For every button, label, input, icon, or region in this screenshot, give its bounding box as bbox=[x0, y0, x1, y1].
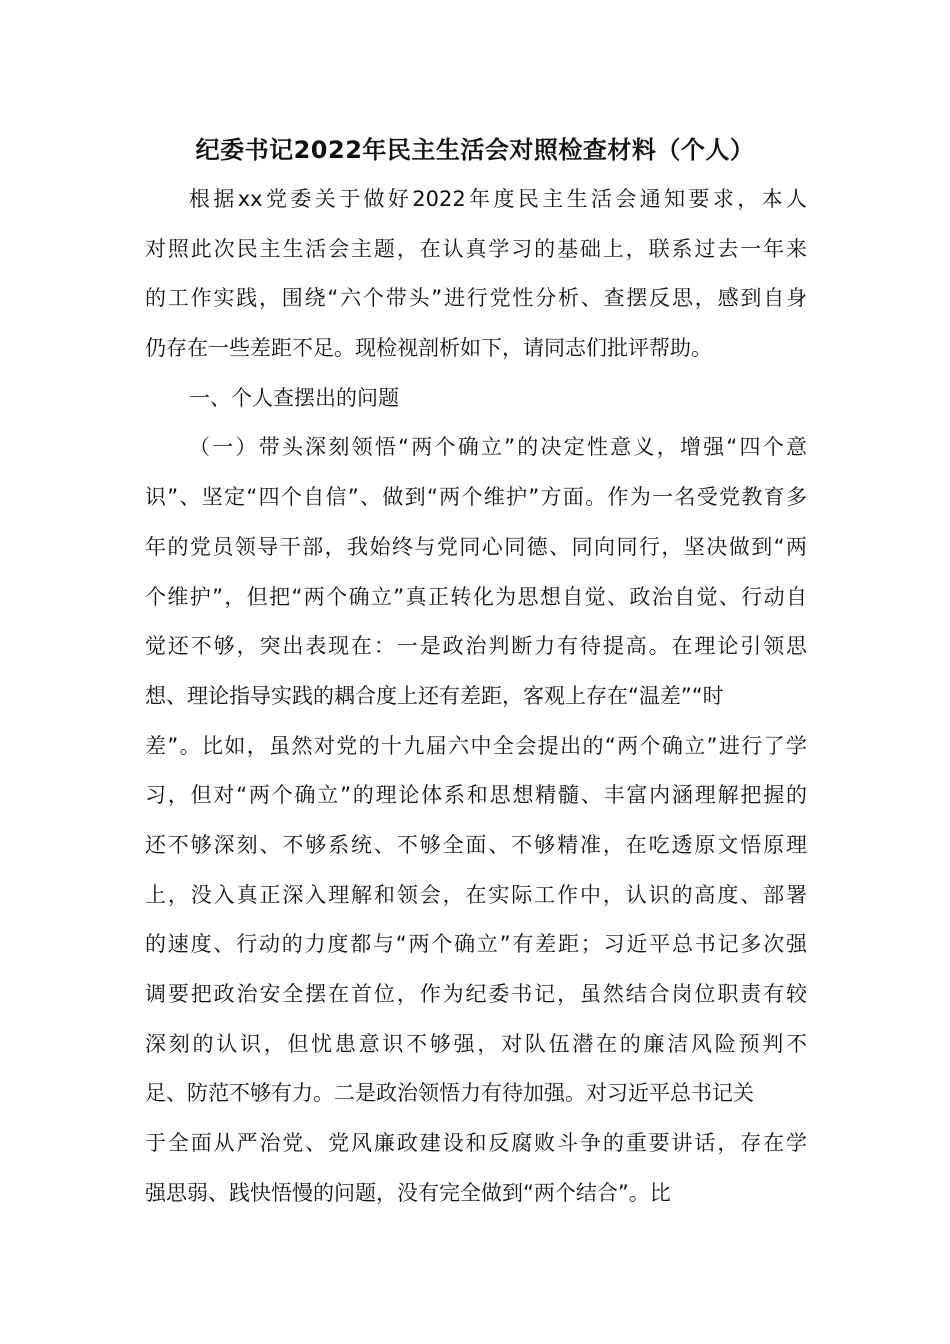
paragraph-line: 觉还不够，突出表现在：一是政治判断力有待提高。在理论引领思 bbox=[145, 634, 807, 659]
document-title: 纪委书记2022年民主生活会对照检查材料（个人） bbox=[195, 136, 755, 164]
paragraph-line: 的速度、行动的力度都与“两个确立”有差距；习近平总书记多次强 bbox=[145, 932, 807, 957]
paragraph-line: 还不够深刻、不够系统、不够全面、不够精准，在吃透原文悟原理 bbox=[145, 832, 807, 857]
paragraph-line: 习，但对“两个确立”的理论体系和思想精髓、丰富内涵理解把握的 bbox=[145, 783, 807, 808]
paragraph-line: 个维护”，但把“两个确立”真正转化为思想自觉、政治自觉、行动自 bbox=[145, 584, 807, 609]
paragraph-line: 想、理论指导实践的耦合度上还有差距，客观上存在“温差”“时 bbox=[145, 683, 724, 708]
paragraph-line: 于全面从严治党、党风廉政建设和反腐败斗争的重要讲话，存在学 bbox=[145, 1131, 807, 1156]
paragraph-line: 根据xx党委关于做好2022年度民主生活会通知要求，本人 bbox=[189, 187, 807, 211]
paragraph-line: 调要把政治安全摆在首位，作为纪委书记，虽然结合岗位职责有较 bbox=[145, 982, 807, 1006]
paragraph-line: 差”。比如，虽然对党的十九届六中全会提出的“两个确立”进行了学 bbox=[145, 733, 807, 758]
paragraph-line: 仍存在一些差距不足。现检视剖析如下，请同志们批评帮助。 bbox=[145, 336, 712, 361]
paragraph-line: 足、防范不够有力。二是政治领悟力有待加强。对习近平总书记关 bbox=[145, 1081, 754, 1106]
document-body bbox=[145, 184, 807, 1227]
paragraph-line: 对照此次民主生活会主题，在认真学习的基础上，联系过去一年来 bbox=[145, 236, 807, 261]
paragraph-line: 强思弱、践快悟慢的问题，没有完全做到“两个结合”。比 bbox=[145, 1180, 671, 1205]
paragraph-line: 年的党员领导干部，我始终与党同心同德、同向同行，坚决做到“两 bbox=[145, 534, 807, 559]
paragraph-line: （一）带头深刻领悟“两个确立”的决定性意义，增强“四个意 bbox=[189, 435, 807, 460]
paragraph-line: 的工作实践，围绕“六个带头”进行党性分析、查摆反思，感到自身 bbox=[145, 286, 807, 311]
paragraph-line: 深刻的认识，但忧患意识不够强，对队伍潜在的廉洁风险预判不 bbox=[145, 1031, 807, 1056]
paragraph-line: 一、个人查摆出的问题 bbox=[189, 385, 399, 410]
paragraph-line: 上，没入真正深入理解和领会，在实际工作中，认识的高度、部署 bbox=[145, 882, 807, 907]
paragraph-line: 识”、坚定“四个自信”、做到“两个维护”方面。作为一名受党教育多 bbox=[145, 485, 807, 510]
